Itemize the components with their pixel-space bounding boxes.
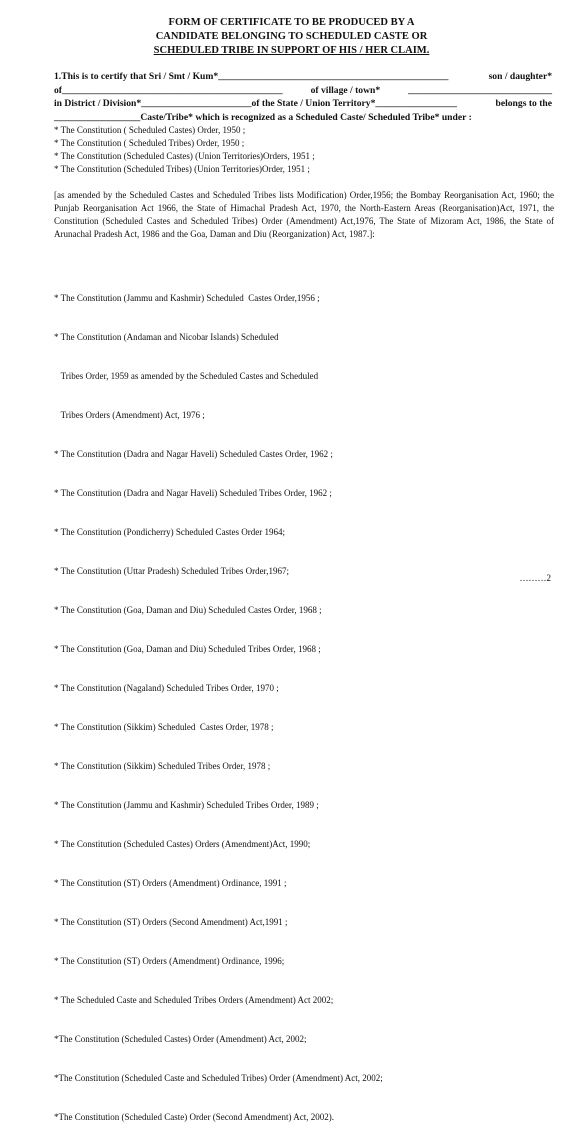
parent-name-blank[interactable]: of______________________________________________ [54, 84, 283, 96]
amendments-paragraph: [as amended by the Scheduled Castes and Scheduled Tribes lists Modification) Order,1956; the Bombay Reorganisation Act, 1960; the Punjab Reorganisation Act 1966, the State of Himachal Pradesh Act, 1970, the North-Eastern Areas (Reorganisation)Act, 1971, the Constitution (Scheduled Castes and Scheduled Tribes) Order (Amendment) Act,1976, The State of Mizoram Act, 1986, the State of Arunachal Pradesh Act, 1986 and the Goa, Daman and Diu (Reorganization) Act, 1987.]: [54, 190, 554, 240]
district-blank[interactable]: _______________________ [141, 98, 252, 110]
list-item: * The Constitution (Nagaland) Scheduled Tribes Order, 1970 ; [54, 683, 279, 693]
list-item: * The Constitution ( Scheduled Tribes) Order, 1950 ; [54, 138, 245, 148]
list-item: * The Constitution (Dadra and Nagar Haveli) Scheduled Castes Order, 1962 ; [54, 449, 333, 459]
page-number: ………2 [519, 573, 551, 583]
name-blank[interactable]: ________________________________________________ [218, 71, 449, 82]
district-text: in District / Division* [54, 98, 142, 110]
village-town-blank[interactable]: ______________________________ [408, 84, 552, 96]
list-item: * The Constitution (Sikkim) Scheduled Tribes Order, 1978 ; [54, 761, 271, 771]
declaration-row-2 [54, 84, 552, 98]
form-title [0, 16, 583, 58]
list-item: *The Constitution (Scheduled Caste) Order (Second Amendment) Act, 2002). [54, 1112, 334, 1122]
recognized-text: Caste/Tribe* which is recognized as a Scheduled Caste/ Scheduled Tribe* under : [140, 111, 472, 123]
declaration-row-1 [54, 70, 552, 84]
caste-blank[interactable]: __________________ [54, 111, 141, 123]
certification-declaration [54, 70, 552, 124]
list-item: * The Constitution (Pondicherry) Scheduled Castes Order 1964; [54, 527, 286, 537]
list-item: * The Constitution (Scheduled Tribes) (Union Territories)Order, 1951 ; [54, 164, 310, 174]
list-item: Tribes Orders (Amendment) Act, 1976 ; [54, 410, 205, 420]
list-item: * The Constitution (ST) Orders (Amendment) Ordinance, 1996; [54, 956, 285, 966]
list-item: * The Constitution (Scheduled Castes) (Union Territories)Orders, 1951 ; [54, 151, 315, 161]
list-item: Tribes Order, 1959 as amended by the Scheduled Castes and Scheduled [54, 371, 319, 381]
list-item: * The Constitution (Scheduled Castes) Orders (Amendment)Act, 1990; [54, 839, 311, 849]
list-item: * The Constitution (Uttar Pradesh) Scheduled Tribes Order,1967; [54, 566, 289, 576]
belongs-text: belongs to the [495, 98, 552, 110]
list-item: *The Constitution (Scheduled Castes) Order (Amendment) Act, 2002; [54, 1034, 307, 1044]
list-item: * The Scheduled Caste and Scheduled Tribes Orders (Amendment) Act 2002; [54, 995, 334, 1005]
list-item: * The Constitution (Jammu and Kashmir) Scheduled Castes Order,1956 ; [54, 293, 320, 303]
list-item: *The Constitution (Scheduled Caste and Scheduled Tribes) Order (Amendment) Act, 2002; [54, 1073, 383, 1083]
list-item: * The Constitution (ST) Orders (Amendment) Ordinance, 1991 ; [54, 878, 287, 888]
list-item: * The Constitution (Goa, Daman and Diu) Scheduled Castes Order, 1968 ; [54, 605, 322, 615]
title-line-1: FORM OF CERTIFICATE TO BE PRODUCED BY A [168, 17, 415, 28]
additional-orders-list [54, 266, 554, 1137]
declaration-row-4 [54, 111, 552, 125]
list-item: * The Constitution (ST) Orders (Second Amendment) Act,1991 ; [54, 917, 288, 927]
list-item: * The Constitution ( Scheduled Castes) Order, 1950 ; [54, 125, 246, 135]
list-item: * The Constitution (Dadra and Nagar Haveli) Scheduled Tribes Order, 1962 ; [54, 488, 332, 498]
certify-text: 1.This is to certify that Sri / Smt / Kum* [54, 71, 219, 82]
village-town-text: of village / town* [310, 84, 381, 96]
son-daughter-text: son / daughter* [488, 71, 552, 82]
constitution-orders-list [54, 124, 554, 176]
list-item: * The Constitution (Jammu and Kashmir) Scheduled Tribes Order, 1989 ; [54, 800, 319, 810]
title-line-2: CANDIDATE BELONGING TO SCHEDULED CASTE OR [155, 31, 428, 42]
state-blank[interactable]: _________________ [375, 98, 457, 110]
list-item: * The Constitution (Andaman and Nicobar Islands) Scheduled [54, 332, 279, 342]
declaration-row-3 [54, 97, 552, 111]
list-item: * The Constitution (Goa, Daman and Diu) Scheduled Tribes Order, 1968 ; [54, 644, 321, 654]
state-text: of the State / Union Territory* [251, 98, 376, 110]
title-line-3: SCHEDULED TRIBE IN SUPPORT OF HIS / HER CLAIM. [153, 45, 430, 56]
list-item: * The Constitution (Sikkim) Scheduled Castes Order, 1978 ; [54, 722, 274, 732]
